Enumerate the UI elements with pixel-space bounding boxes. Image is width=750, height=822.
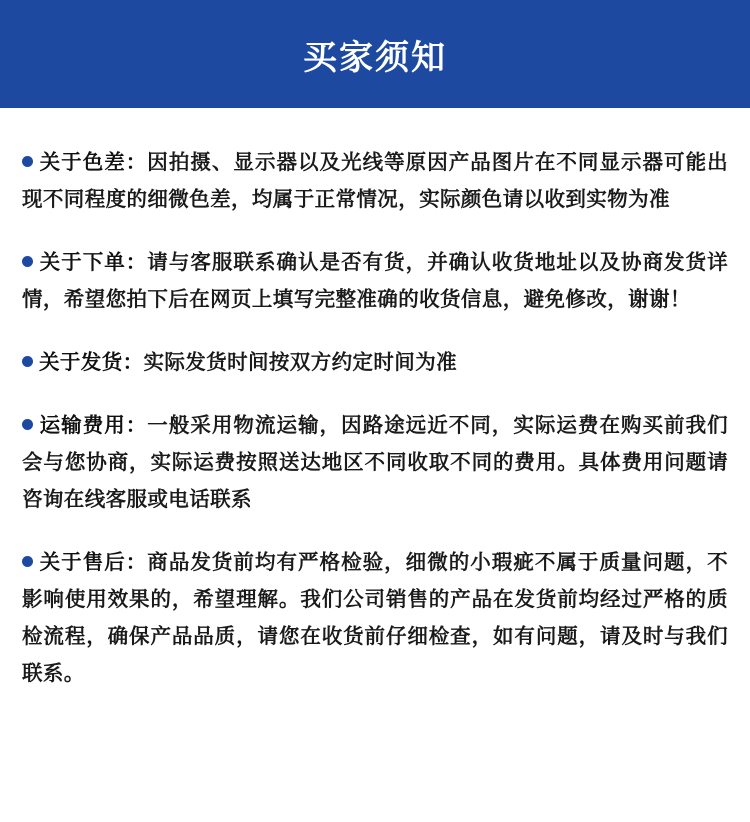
bullet-icon — [22, 156, 33, 167]
notice-item — [22, 244, 728, 318]
page-title: 买家须知 — [303, 38, 447, 77]
notice-text: 实际发货时间按双方约定时间为准 — [143, 351, 457, 374]
notice-text: 商品发货前均有严格检验，细微的小瑕疵不属于质量问题，不影响使用效果的，希望理解。我们公司销售的产品在发货前均经过严格的质检流程，确保产品品质，请您在收货前仔细检查，如有问题，请及时与我们联系。 — [22, 551, 728, 685]
notice-text: 因拍摄、显示器以及光线等原因产品图片在不同显示器可能出现不同程度的细微色差，均属于正常情况，实际颜色请以收到实物为准 — [22, 151, 728, 211]
notice-item — [22, 344, 728, 381]
notice-item — [22, 544, 728, 692]
notice-item — [22, 144, 728, 218]
notice-label: 关于下单： — [39, 251, 148, 274]
notice-item — [22, 407, 728, 518]
notice-label: 关于售后： — [39, 551, 148, 574]
bullet-icon — [22, 356, 33, 367]
notice-label: 关于色差： — [39, 151, 148, 174]
page-header — [0, 0, 750, 108]
bullet-icon — [22, 419, 33, 430]
bullet-icon — [22, 556, 33, 567]
notice-label: 关于发货： — [39, 351, 144, 374]
notice-label: 运输费用： — [39, 414, 148, 437]
notice-text: 一般采用物流运输，因路途远近不同，实际运费在购买前我们会与您协商，实际运费按照送达地区不同收取不同的费用。具体费用问题请咨询在线客服或电话联系 — [22, 414, 728, 511]
bullet-icon — [22, 256, 33, 267]
notice-content — [0, 108, 750, 822]
notice-text: 请与客服联系确认是否有货，并确认收货地址以及协商发货详情，希望您拍下后在网页上填写完整准确的收货信息，避免修改，谢谢！ — [22, 251, 728, 311]
